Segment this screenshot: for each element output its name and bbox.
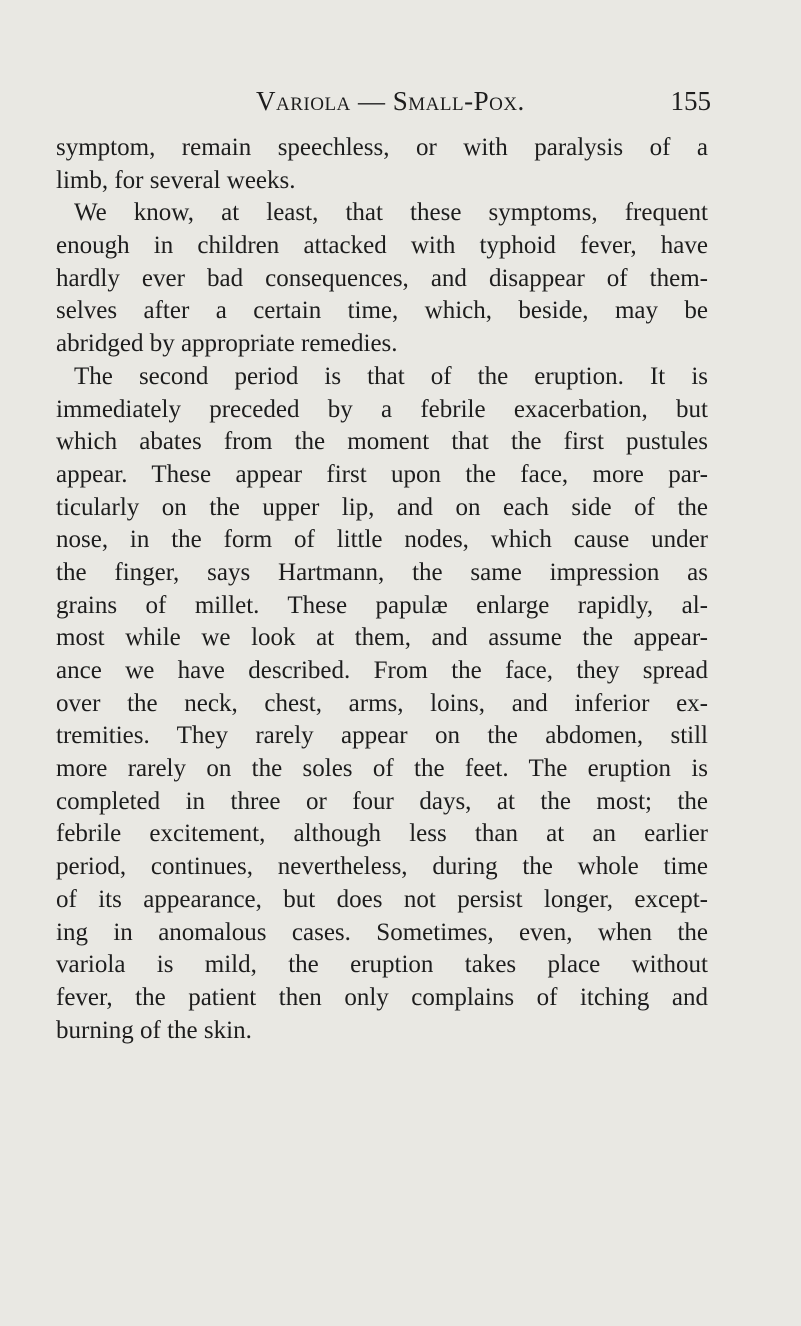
text-line: over the neck, chest, arms, loins, and inferior ex- bbox=[56, 689, 708, 717]
text-line: limb, for several weeks. bbox=[56, 166, 296, 194]
text-line: most while we look at them, and assume the appear- bbox=[56, 624, 708, 652]
text-line: abridged by appropriate remedies. bbox=[56, 330, 398, 358]
text-line: grains of millet. These papulæ enlarge rapidly, al- bbox=[56, 591, 708, 619]
text-line: the finger, says Hartmann, the same impression as bbox=[56, 558, 708, 586]
text-line: immediately preceded by a febrile exacerbation, but bbox=[56, 395, 708, 423]
text-line: hardly ever bad consequences, and disappear of them- bbox=[56, 264, 708, 292]
text-line: ance we have described. From the face, they spread bbox=[56, 657, 708, 684]
text-line: nose, in the form of little nodes, which cause under bbox=[56, 526, 708, 554]
text-line: febrile excitement, although less than at an earlier bbox=[56, 820, 708, 848]
text-line: of its appearance, but does not persist longer, except- bbox=[56, 885, 708, 913]
text-line: completed in three or four days, at the most; the bbox=[56, 787, 708, 815]
text-line: variola is mild, the eruption takes place without bbox=[56, 951, 708, 979]
text-line: fever, the patient then only complains of itching and bbox=[56, 983, 708, 1011]
text-line: We know, at least, that these symptoms, frequent bbox=[74, 199, 708, 227]
text-line: enough in children attacked with typhoid fever, have bbox=[56, 232, 708, 260]
page-number: 155 bbox=[670, 86, 711, 116]
text-line: ing in anomalous cases. Sometimes, even, when the bbox=[56, 918, 708, 946]
running-head: Variola — Small-Pox. bbox=[256, 86, 525, 116]
text-line: tremities. They rarely appear on the abdomen, still bbox=[56, 722, 708, 750]
text-line: burning of the skin. bbox=[56, 1016, 252, 1044]
text-line: appear. These appear first upon the face, more par- bbox=[56, 460, 708, 488]
text-line: ticularly on the upper lip, and on each side of the bbox=[56, 493, 708, 521]
text-line: period, continues, nevertheless, during the whole time bbox=[56, 853, 708, 881]
text-line: more rarely on the soles of the feet. The eruption is bbox=[56, 755, 708, 783]
text-line: The second period is that of the eruption. It is bbox=[74, 362, 708, 390]
page-header bbox=[256, 86, 711, 122]
text-line: symptom, remain speechless, or with paralysis of a bbox=[56, 134, 708, 161]
text-line: selves after a certain time, which, beside, may be bbox=[56, 297, 708, 325]
text-line: which abates from the moment that the first pustules bbox=[56, 428, 708, 456]
body-text bbox=[56, 132, 708, 1047]
